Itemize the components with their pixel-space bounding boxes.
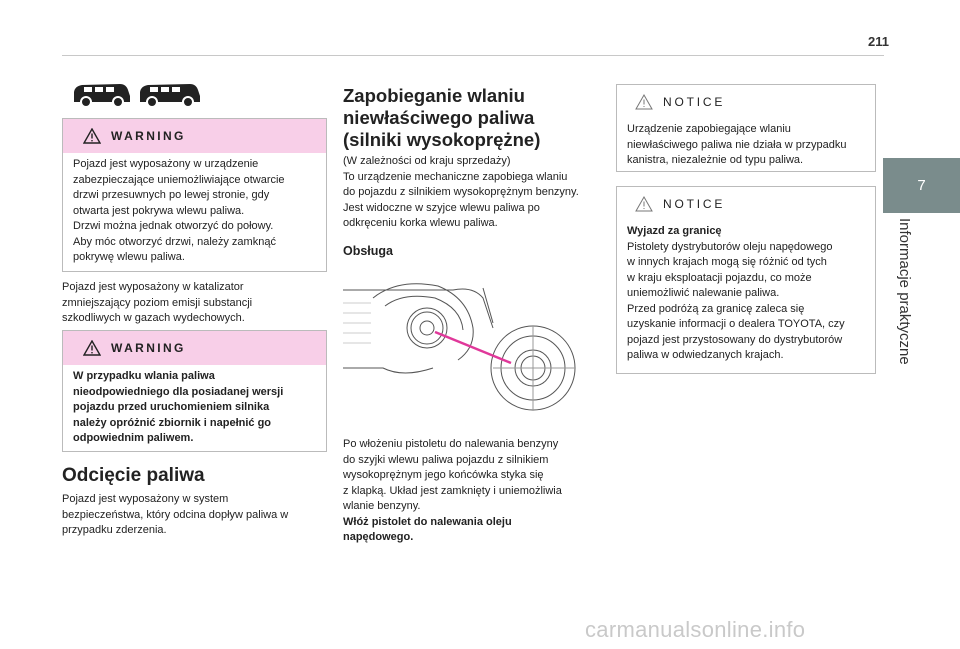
warning-header xyxy=(63,119,326,153)
text-line: Pojazd jest wyposażony w katalizator xyxy=(62,281,244,293)
text-line: bezpieczeństwa, który odcina dopływ paliwa w xyxy=(62,508,289,521)
notice-line: Przed podróżą za granicę zaleca się xyxy=(627,302,805,315)
notice-line: Urządzenie zapobiegające wlaniu xyxy=(627,123,791,135)
van-short-icon xyxy=(70,82,202,108)
notice-title: NOTICE xyxy=(663,95,726,109)
warning-line: Aby móc otworzyć drzwi, należy zamknąć xyxy=(73,235,276,248)
notice-header xyxy=(617,85,875,119)
fuel-neck-illustration xyxy=(343,268,608,433)
van-icons xyxy=(70,82,202,113)
text-line: Pojazd jest wyposażony w system xyxy=(62,493,229,505)
notice-title: NOTICE xyxy=(663,197,726,211)
chapter-title: Informacje praktyczne xyxy=(896,218,913,365)
misfuel-section xyxy=(343,85,608,232)
warning-line: Drzwi można jednak otworzyć do połowy. xyxy=(73,220,274,232)
notice-line: kanistra, niezależnie od typu paliwa. xyxy=(627,154,804,166)
notice-triangle-icon xyxy=(635,94,653,110)
section-title: Odcięcie paliwa xyxy=(62,465,205,486)
text-line: Jest widoczne w szyjce wlewu paliwa po xyxy=(343,201,540,214)
text-line-bold: Włóż pistolet do nalewania oleju xyxy=(343,515,512,528)
text-line-bold: napędowego. xyxy=(343,531,414,543)
text-line: Po włożeniu pistoletu do nalewania benzyny xyxy=(343,438,559,450)
operation-text xyxy=(343,437,608,546)
header-rule xyxy=(62,55,884,56)
warning-line: nieodpowiedniego dla posiadanej wersji xyxy=(73,385,284,398)
section-title-line: niewłaściwego paliwa xyxy=(343,107,535,128)
warning-line: pojazdu przed uruchomieniem silnika xyxy=(73,401,270,413)
notice-line: w innych krajach mogą się różnić od tych xyxy=(627,256,827,268)
notice-line: niewłaściwego paliwa nie działa w przypadku xyxy=(627,138,847,151)
notice-line: pojazd jest przystosowany do dystrybutorów xyxy=(627,333,843,346)
warning-box-wrong-fuel xyxy=(62,330,327,452)
notice-triangle-icon xyxy=(635,196,653,212)
section-title-line: Zapobieganie wlaniu xyxy=(343,85,525,106)
warning-line: pokrywę wlewu paliwa. xyxy=(73,251,185,263)
text-line: odkręceniu korka wlewu paliwa. xyxy=(343,217,498,229)
notice-header xyxy=(617,187,875,221)
fuel-filler-diagram xyxy=(343,268,608,428)
warning-triangle-icon xyxy=(83,128,101,144)
notice-line: uniemożliwić nalewanie paliwa. xyxy=(627,287,780,299)
text-line: do pojazdu z silnikiem wysokoprężnym benzyny. xyxy=(343,186,579,198)
warning-line: otwarta jest pokrywa wlewu paliwa. xyxy=(73,204,245,217)
subheading-operation: Obsługa xyxy=(343,244,394,258)
text-line: wlanie benzyny. xyxy=(343,500,421,512)
warning-triangle-icon xyxy=(83,340,101,356)
text-line: z klapką. Układ jest zamknięty i uniemożliwia xyxy=(343,484,562,497)
warning-line: W przypadku wlania paliwa xyxy=(73,370,215,382)
fuel-cutoff-section xyxy=(62,464,327,539)
notice-line: w kraju eksploatacji pojazdu, co może xyxy=(627,271,812,284)
page-number: 211 xyxy=(868,34,889,49)
notice-line: Pistolety dystrybutorów oleju napędowego xyxy=(627,240,833,253)
text-line: To urządzenie mechaniczne zapobiega wlaniu xyxy=(343,170,568,183)
warning-line: odpowiednim paliwem. xyxy=(73,432,194,444)
notice-box-abroad xyxy=(616,186,876,374)
warning-line: zabezpieczające uniemożliwiające otwarcie xyxy=(73,173,285,186)
notice-line: paliwa w odwiedzanych krajach. xyxy=(627,349,784,361)
watermark: carmanualsonline.info xyxy=(585,617,806,642)
catalyst-paragraph xyxy=(62,280,327,327)
notice-box-canister xyxy=(616,84,876,172)
chapter-tab[interactable]: 7 xyxy=(883,158,960,213)
text-line: do szyjki wlewu paliwa pojazdu z silnikiem xyxy=(343,453,549,466)
warning-header xyxy=(63,331,326,365)
warning-line: drzwi przesuwnych po lewej stronie, gdy xyxy=(73,189,270,201)
warning-line: należy opróżnić zbiornik i napełnić go xyxy=(73,416,272,429)
notice-line: uzyskanie informacji o dealera TOYOTA, czy xyxy=(627,318,845,330)
text-line: wysokoprężnym jego końcówka styka się xyxy=(343,469,544,481)
notice-bold-line: Wyjazd za granicę xyxy=(627,225,722,237)
text-line: przypadku zderzenia. xyxy=(62,524,167,536)
warning-title: WARNING xyxy=(111,341,186,355)
warning-line: Pojazd jest wyposażony w urządzenie xyxy=(73,158,259,170)
warning-box-sliding-door xyxy=(62,118,327,272)
text-line: szkodliwych w gazach wydechowych. xyxy=(62,312,245,324)
warning-title: WARNING xyxy=(111,129,186,143)
text-line: (W zależności od kraju sprzedaży) xyxy=(343,155,511,167)
section-title-line: (silniki wysokoprężne) xyxy=(343,129,541,150)
text-line: zmniejszający poziom emisji substancji xyxy=(62,296,253,309)
chapter-tab-label xyxy=(883,218,920,378)
